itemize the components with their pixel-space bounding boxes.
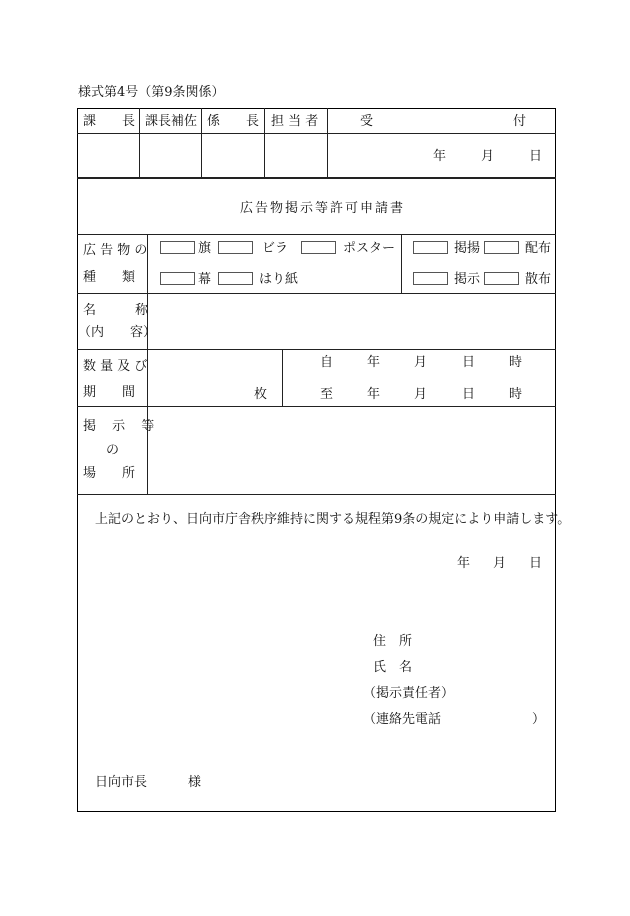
approval-uketsuke-2: 付 — [513, 114, 527, 129]
form-number: 様式第4号（第9条関係） — [78, 85, 225, 100]
period-to-year: 年 — [367, 387, 381, 402]
period-from-hour: 時 — [509, 355, 523, 370]
name-field[interactable] — [149, 295, 555, 348]
application-statement: 上記のとおり、日向市庁舎秩序維持に関する規程第9条の規定により申請します。 — [95, 512, 571, 527]
period-to-hour: 時 — [509, 387, 523, 402]
kind-hata: 旗 — [198, 241, 212, 256]
stamp-cell-kacho-hosa[interactable] — [140, 134, 200, 176]
form-title: 広告物掲示等許可申請書 — [240, 201, 406, 216]
checkbox-keiyo[interactable] — [413, 241, 448, 254]
period-from-year: 年 — [367, 355, 381, 370]
period-from: 自 — [320, 355, 334, 370]
checkbox-poster[interactable] — [301, 241, 336, 254]
kind-harigami: はり紙 — [259, 272, 299, 287]
addressee-mayor: 日向市長 — [95, 775, 148, 790]
place-label-2: の — [106, 443, 120, 458]
stamp-cell-kakaricho[interactable] — [202, 134, 263, 176]
kind-label-1: 広 告 物 の — [83, 243, 148, 258]
period-from-month: 月 — [414, 355, 428, 370]
approval-kakaricho: 係 長 — [207, 114, 260, 129]
checkbox-bira[interactable] — [218, 241, 253, 254]
quantity-field[interactable] — [149, 351, 249, 404]
applicant-address: 住 所 — [373, 634, 413, 649]
approval-tanto: 担 当 者 — [271, 114, 319, 129]
kind-keiji: 掲示 — [454, 272, 481, 287]
approval-kacho: 課 長 — [83, 114, 136, 129]
name-label-1: 名 称 — [83, 303, 149, 318]
kind-maku: 幕 — [198, 272, 212, 287]
approval-uketsuke-1: 受 — [360, 114, 374, 129]
receipt-month: 月 — [481, 149, 495, 164]
checkbox-haifu[interactable] — [484, 241, 519, 254]
applicant-contact-close: ） — [532, 712, 546, 727]
quantity-label-2: 期 間 — [83, 385, 136, 400]
kind-bira: ビラ — [262, 241, 289, 256]
period-from-day: 日 — [462, 355, 476, 370]
kind-sanpu: 散布 — [525, 272, 552, 287]
approval-kacho-hosa: 課長補佐 — [145, 114, 198, 129]
receipt-day: 日 — [529, 149, 543, 164]
kind-label-2: 種 類 — [83, 270, 136, 285]
name-label-2: （内 容） — [78, 325, 157, 340]
place-field[interactable] — [149, 408, 555, 493]
addressee-sama: 様 — [188, 775, 202, 790]
applicant-contact-open: （連絡先電話 — [363, 712, 442, 727]
apply-month: 月 — [493, 556, 507, 571]
applicant-responsible: （掲示責任者） — [363, 686, 455, 701]
stamp-cell-kacho[interactable] — [78, 134, 138, 176]
quantity-mai: 枚 — [254, 387, 268, 402]
quantity-label-1: 数 量 及 び — [83, 359, 148, 374]
checkbox-sanpu[interactable] — [484, 272, 519, 285]
receipt-year: 年 — [433, 149, 447, 164]
period-to: 至 — [320, 387, 334, 402]
kind-poster: ポスター — [343, 241, 396, 256]
period-to-month: 月 — [414, 387, 428, 402]
checkbox-hata[interactable] — [160, 241, 195, 254]
checkbox-keiji[interactable] — [413, 272, 448, 285]
apply-day: 日 — [529, 556, 543, 571]
period-to-day: 日 — [462, 387, 476, 402]
stamp-cell-tanto[interactable] — [265, 134, 326, 176]
kind-haifu: 配布 — [525, 241, 552, 256]
place-label-3: 場 所 — [83, 466, 136, 481]
applicant-name: 氏 名 — [373, 660, 413, 675]
apply-year: 年 — [457, 556, 471, 571]
place-label-1: 掲 示 等 — [83, 419, 161, 434]
checkbox-maku[interactable] — [160, 272, 195, 285]
kind-keiyo: 掲揚 — [454, 241, 481, 256]
checkbox-harigami[interactable] — [218, 272, 253, 285]
